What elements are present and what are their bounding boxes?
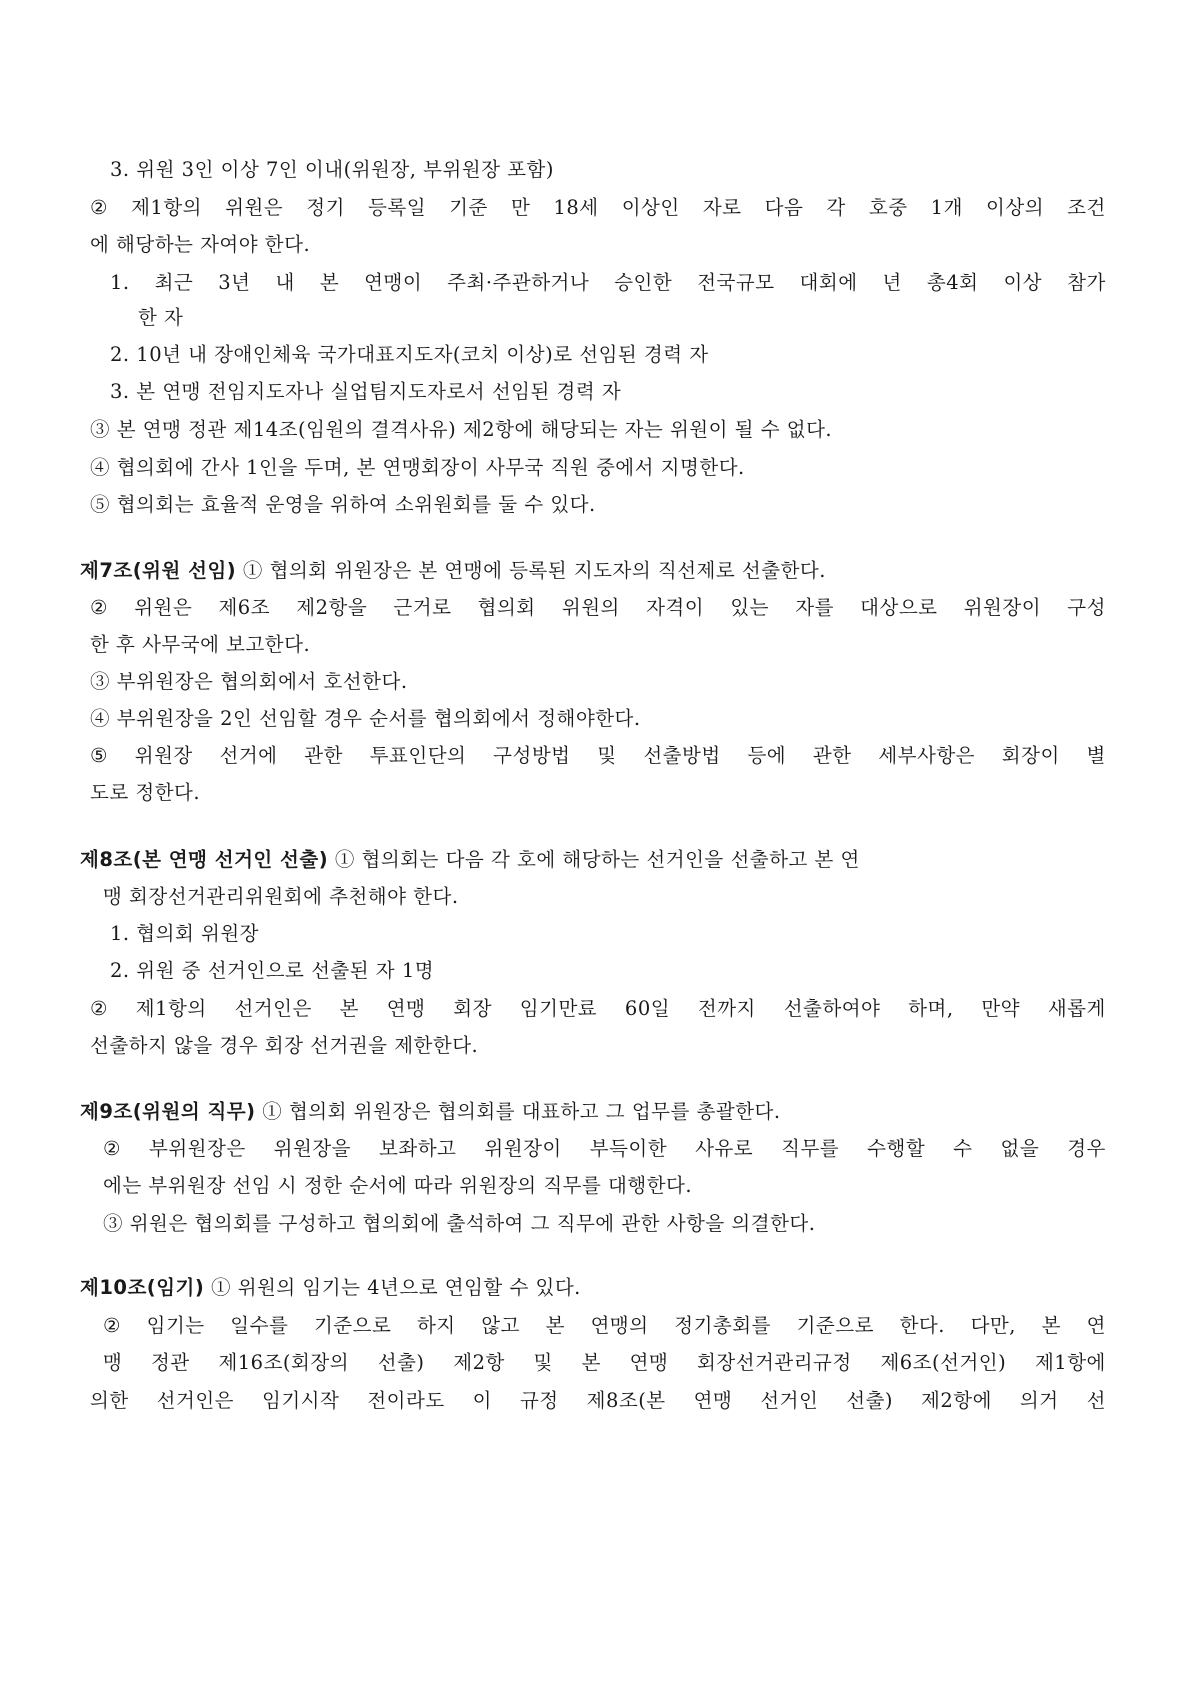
word: 총4회 (926, 271, 979, 294)
word: 있는 (730, 596, 770, 619)
word: 제1항에 (1034, 1351, 1106, 1374)
word: 만약 (981, 997, 1021, 1020)
article-8-clause-1: ① 협의회는 다음 각 호에 해당하는 선거인을 선출하고 본 연 (328, 848, 860, 871)
word: 위원장 (134, 744, 193, 767)
word: 제2항 (453, 1351, 505, 1374)
word: 기준 (449, 196, 488, 219)
word: 사유로 (695, 1137, 754, 1160)
word: 위원장을 (273, 1137, 352, 1160)
article-8-first-line (80, 848, 860, 872)
article-9-clause-1: ① 협의회 위원장은 협의회를 대표하고 그 업무를 총괄한다. (255, 1100, 781, 1123)
article-7-clause-1: ① 협의회 위원장은 본 연맹에 등록된 지도자의 직선제로 선출한다. (236, 559, 826, 582)
word: ② (90, 596, 108, 619)
word: 1개 (930, 196, 963, 219)
text-line (103, 1351, 1106, 1375)
word: 이상인 (621, 196, 680, 219)
text-line: ④ 부위원장을 2인 선임할 경우 순서를 협의회에서 정해야한다. (90, 707, 641, 730)
word: ② (90, 997, 108, 1020)
word: 구성 (1067, 596, 1106, 619)
word: 수행할 (867, 1137, 926, 1160)
word: 각 (826, 196, 846, 219)
word: 선거인은 (234, 997, 312, 1020)
word: 위원의 (561, 596, 620, 619)
word: 회장이 (1001, 744, 1060, 767)
word: 정기 (306, 196, 345, 219)
word: 내 (275, 271, 295, 294)
text-line: 에는 부위원장 선임 시 정한 순서에 따라 위원장의 직무를 대행한다. (103, 1174, 693, 1197)
word: 승인한 (614, 271, 673, 294)
word: 선출) (846, 1389, 894, 1412)
text-line (90, 196, 1106, 220)
article-10-heading: 제10조(임기) (80, 1276, 205, 1299)
word: 제1항의 (135, 997, 207, 1020)
word: 연맹이 (364, 271, 423, 294)
word: 투표인단의 (369, 744, 467, 767)
word: 기준으로 (796, 1314, 874, 1337)
word: 별 (1086, 744, 1106, 767)
word: 주최·주관하거나 (447, 271, 590, 294)
word: 임기는 (146, 1314, 205, 1337)
word: 임기시작 (261, 1389, 340, 1412)
word: 위원은 (225, 196, 284, 219)
word: 이상의 (986, 196, 1045, 219)
word: 본 (1041, 1314, 1061, 1337)
word: 대회에 (799, 271, 858, 294)
text-line: 한 자 (138, 306, 184, 329)
word: 60일 (624, 997, 671, 1020)
word: 선거인 (760, 1389, 819, 1412)
text-line: ④ 협의회에 간사 1인을 두며, 본 연맹회장이 사무국 직원 중에서 지명한다. (90, 456, 745, 479)
text-line: 선출하지 않을 경우 회장 선거권을 제한한다. (90, 1034, 479, 1057)
word: 년 (882, 271, 902, 294)
word: 최근 (154, 271, 194, 294)
word: 의거 (1019, 1389, 1059, 1412)
word: 관한 (812, 744, 852, 767)
word: 선출하여야 (783, 997, 881, 1020)
text-line: ③ 본 연맹 정관 제14조(임원의 결격사유) 제2항에 해당되는 자는 위원이 될 수 없다. (90, 418, 833, 441)
text-line (103, 1314, 1106, 1338)
word: 연맹 (386, 997, 426, 1020)
word: 제6조(선거인) (880, 1351, 1007, 1374)
word: 하지 (416, 1314, 456, 1337)
word: 만 (510, 196, 531, 219)
word: 제16조(회장의 (218, 1351, 350, 1374)
word: 및 (597, 744, 617, 767)
article-7-heading: 제7조(위원 선임) (80, 559, 237, 582)
word: 3년 (218, 271, 251, 294)
word: 회장 (453, 997, 492, 1020)
word: 협의회 (477, 596, 536, 619)
word: 18세 (553, 196, 599, 219)
word: 부위원장은 (148, 1137, 246, 1160)
word: 본 (319, 271, 340, 294)
text-line (90, 1389, 1106, 1413)
word: 위원장이 (963, 596, 1042, 619)
word: ② (90, 196, 108, 219)
word: 선출방법 (643, 744, 721, 767)
word: 자로 (702, 196, 742, 219)
word: 대상으로 (860, 596, 938, 619)
word: 본 (581, 1351, 601, 1374)
text-line: 한 후 사무국에 보고한다. (90, 633, 311, 656)
text-line: ③ 위원은 협의회를 구성하고 협의회에 출석하여 그 직무에 관한 사항을 의결한다. (103, 1212, 816, 1235)
text-line: 에 해당하는 자여야 한다. (90, 233, 311, 256)
word: 다만, (970, 1314, 1016, 1337)
text-line: 3. 본 연맹 전임지도자나 실업팀지도자로서 선임된 경력 자 (110, 380, 622, 403)
word: 위원은 (134, 596, 193, 619)
word: 자격이 (646, 596, 705, 619)
word: 근거로 (393, 596, 452, 619)
word: 임기만료 (519, 997, 598, 1020)
word: 새롭게 (1047, 997, 1106, 1020)
word: 참가 (1067, 271, 1106, 294)
word: 기준으로 (313, 1314, 392, 1337)
word: 조건 (1067, 196, 1106, 219)
word: 이상 (1003, 271, 1043, 294)
word: 구성방법 (493, 744, 571, 767)
word: 경우 (1067, 1137, 1106, 1160)
word: 규정 (519, 1389, 559, 1412)
word: 등록일 (368, 196, 427, 219)
text-line (90, 744, 1106, 768)
article-9-first-line (80, 1100, 781, 1124)
word: 않고 (481, 1314, 520, 1337)
word: ⑤ (90, 744, 108, 767)
word: 전국규모 (697, 271, 775, 294)
word: 정관 (151, 1351, 190, 1374)
article-10-first-line (80, 1276, 581, 1300)
text-line (90, 997, 1106, 1021)
word: 1. (110, 271, 130, 294)
article-9-heading: 제9조(위원의 직무) (80, 1100, 256, 1123)
word: 연맹 (629, 1351, 669, 1374)
word: 맹 (103, 1351, 123, 1374)
word: 연 (1086, 1314, 1106, 1337)
word: 제2항을 (296, 596, 368, 619)
article-8-heading: 제8조(본 연맹 선거인 선출) (80, 848, 329, 871)
word: 전까지 (697, 997, 756, 1020)
word: 제8조(본 (586, 1389, 666, 1412)
word: 부득이한 (589, 1137, 668, 1160)
word: 선 (1086, 1389, 1106, 1412)
text-line (110, 271, 1106, 295)
word: 선거인은 (156, 1389, 235, 1412)
word: 정기총회를 (674, 1314, 771, 1337)
word: 선출) (377, 1351, 425, 1374)
word: 호중 (868, 196, 908, 219)
word: 의한 (90, 1389, 129, 1412)
text-line (90, 596, 1106, 620)
word: 관한 (304, 744, 343, 767)
text-line: 2. 위원 중 선거인으로 선출된 자 1명 (110, 959, 435, 982)
word: 연맹 (693, 1389, 733, 1412)
word: 다음 (764, 196, 804, 219)
word: 한다. (899, 1314, 945, 1337)
word: 본 (339, 997, 359, 1020)
word: 없을 (1000, 1137, 1040, 1160)
word: 제6조 (218, 596, 271, 619)
text-line: 1. 협의회 위원장 (110, 922, 260, 945)
article-7-first-line (80, 559, 826, 583)
word: 제2항에 (921, 1389, 992, 1412)
word: 세부사항은 (878, 744, 976, 767)
text-line: 도로 정한다. (90, 781, 201, 804)
word: ② (103, 1314, 121, 1337)
word: 제1항의 (131, 196, 203, 219)
word: 회장선거관리규정 (697, 1351, 852, 1374)
word: 보좌하고 (379, 1137, 457, 1160)
word: 자를 (795, 596, 834, 619)
word: 선거에 (219, 744, 278, 767)
text-line: ⑤ 협의회는 효율적 운영을 위하여 소위원회를 둘 수 있다. (90, 493, 596, 516)
word: 연맹의 (590, 1314, 649, 1337)
word: 본 (545, 1314, 565, 1337)
text-line: 2. 10년 내 장애인체육 국가대표지도자(코치 이상)로 선임된 경력 자 (110, 343, 709, 366)
word: 및 (533, 1351, 553, 1374)
text-line: 3. 위원 3인 이상 7인 이내(위원장, 부위원장 포함) (110, 158, 554, 181)
word: 하며, (908, 997, 954, 1020)
word: 직무를 (781, 1137, 840, 1160)
word: 등에 (747, 744, 787, 767)
text-line: ③ 부위원장은 협의회에서 호선한다. (90, 670, 408, 693)
word: ② (103, 1137, 121, 1160)
word: 수 (953, 1137, 973, 1160)
text-line (103, 1137, 1106, 1161)
text-line: 맹 회장선거관리위원회에 추천해야 한다. (103, 885, 459, 908)
word: 일수를 (230, 1314, 289, 1337)
word: 이 (472, 1389, 492, 1412)
word: 위원장이 (484, 1137, 562, 1160)
word: 전이라도 (367, 1389, 445, 1412)
article-10-clause-1: ① 위원의 임기는 4년으로 연임할 수 있다. (204, 1276, 581, 1299)
